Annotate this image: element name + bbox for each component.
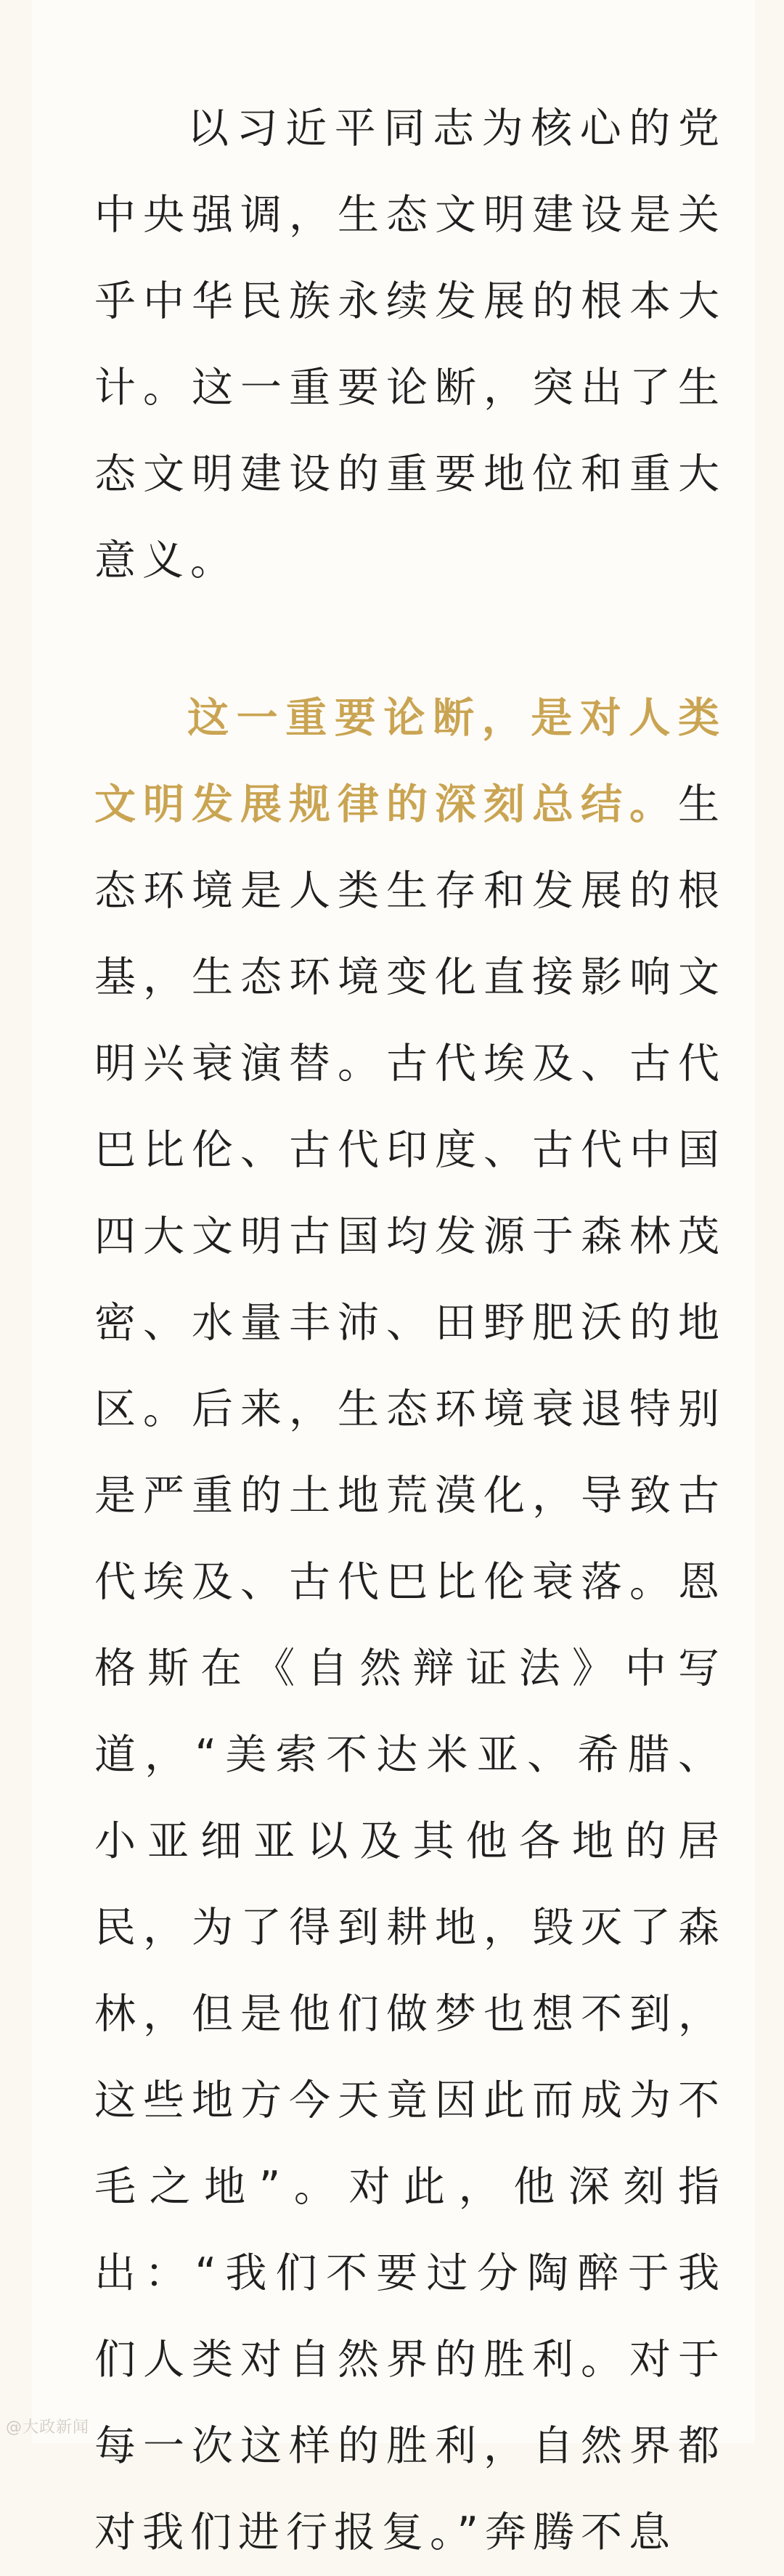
article-body (94, 86, 726, 2576)
paragraph-gap (94, 604, 726, 675)
paragraph-2 (94, 675, 726, 2576)
paragraph-1: 以习近平同志为核心的党中央强调，生态文明建设是关乎中华民族永续发展的根本大计。这一重要论断，突出了生态文明建设的重要地位和重大意义。 (94, 105, 726, 584)
watermark-logo: @大政新闻 (6, 2418, 90, 2437)
highlight-sentence: 这一重要论断，是对人类文明发展规律的深刻总结。 (94, 694, 726, 828)
paragraph-2-text: 生态环境是人类生存和发展的根基，生态环境变化直接影响文明兴衰演替。古代埃及、古代巴比伦、古代印度、古代中国四大文明古国均发源于森林茂密、水量丰沛、田野肥沃的地区。后来，生态环境衰退特别是严重的土地荒漠化，导致古代埃及、古代巴比伦衰落。恩格斯在《自然辩证法》中写道，“美索不达米亚、希腊、小亚细亚以及其他各地的居民，为了得到耕地，毁灭了森林，但是他们做梦也想不到，这些地方今天竟因此而成为不毛之地”。对此，他深刻指出：“我们不要过分陶醉于我们人类对自然界的胜利。对于每一次这样的胜利，自然界都对我们进行报复。”奔腾不息 (94, 780, 726, 2556)
